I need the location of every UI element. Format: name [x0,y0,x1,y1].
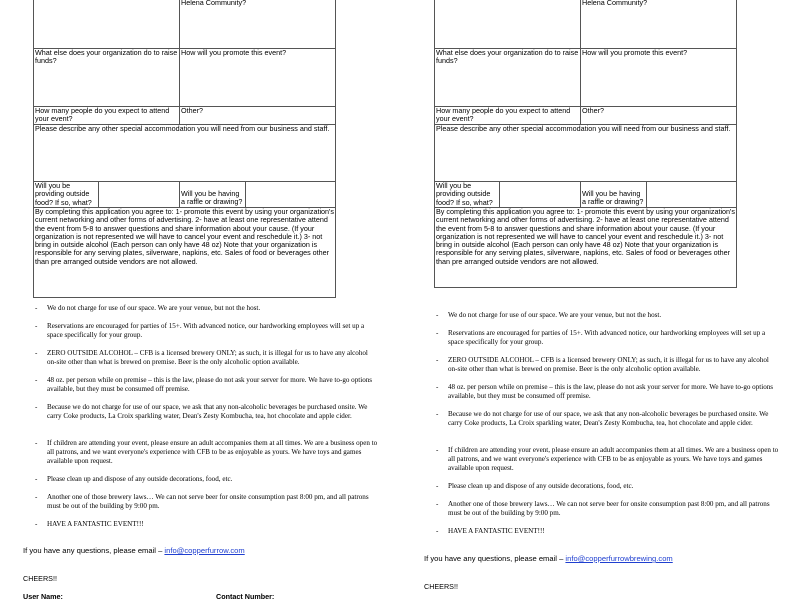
outside-food-answer-cell[interactable] [98,181,179,207]
guideline-item [436,356,779,374]
people-count-cell[interactable] [34,106,179,124]
bullet-dash: - [436,527,439,535]
contact-line-right [424,554,673,563]
other-funds-label: What else does your organization do to raise funds? [436,48,579,66]
guideline-item [35,376,378,394]
bullet-dash: - [436,329,439,337]
guideline-text: Reservations are encouraged for parties of 15+. With advanced notice, our hardworking employees will set up a space specifically for your group. [448,329,766,347]
raffle-answer-cell[interactable] [646,181,737,207]
bullet-dash: - [35,304,38,312]
people-count-label: How many people do you expect to attend your event? [35,106,170,124]
other-funds-cell[interactable] [435,48,580,106]
agreement-text: By completing this application you agree to: 1- promote this event by using your organization's current networking and other forms of advertising. 2- have at least one representative attend the event from 5-8 to answer questions and share information about your cause. (If your organization is not represented we will have to cancel your event and reschedule it.) 3- not bring in outside alcohol (Each person can only have 48 oz) Note that your organization is responsible for any serving plates, silverware, napkins, etc. Sales of food or beverages other than pre arranged outside vendors are not allowed. [35,207,335,266]
promote-label: How will you promote this event? [582,48,688,57]
guideline-item [436,500,779,518]
user-name-label: User Name: [23,592,63,601]
accommodation-label: Please describe any other special accommodation you will need from our business and staff. [35,124,330,133]
bullet-dash: - [436,383,439,391]
guideline-text: If children are attending your event, please ensure an adult accompanies them at all times. We are a business open to all patrons, and we want everyone's experience with CFB to be as enjoyable as yours. We have toys and games available upon request. [448,446,779,473]
accommodation-cell[interactable] [34,124,336,181]
raffle-cell[interactable] [580,181,646,207]
community-question-label: Helena Community? [181,0,247,7]
community-answer-cell[interactable] [435,0,580,48]
contact-line-left [23,546,245,555]
community-question-label: Helena Community? [582,0,648,7]
accommodation-cell[interactable] [435,124,737,181]
other-funds-cell[interactable] [34,48,179,106]
guideline-text: Please clean up and dispose of any outside decorations, food, etc. [47,475,233,483]
outside-food-cell[interactable] [435,181,499,207]
guideline-text: Another one of those brewery laws… We can not serve beer for onsite consumption past 8:00 pm, and all patrons must be out of the building by 9:00 pm. [47,493,369,511]
other-label: Other? [181,106,203,115]
cheers-left: CHEERS!! [23,574,57,583]
community-answer-cell[interactable] [34,0,179,48]
promote-label: How will you promote this event? [181,48,287,57]
promote-cell[interactable] [179,48,336,106]
people-count-label: How many people do you expect to attend your event? [436,106,571,124]
guideline-text: Because we do not charge for use of our space, we ask that any non-alcoholic beverages be purchased onsite. We carry Coke products, La Croix sparkling water, Dean's Zesty Kombucha, tea, hot chocolate and apple cider. [448,410,769,428]
bullet-dash: - [436,446,439,454]
agreement-cell [34,207,336,299]
guideline-item [436,383,779,401]
raffle-label: Will you be having a raffle or drawing? [582,189,644,207]
outside-food-label: Will you be providing outside food? If so, what? [436,181,493,207]
guideline-text: Another one of those brewery laws… We can not serve beer for onsite consumption past 8:00 pm, and all patrons must be out of the building by 9:00 pm. [448,500,770,518]
guideline-item [35,349,378,367]
guideline-text: HAVE A FANTASTIC EVENT!!! [47,520,144,528]
contact-prefix: If you have any questions, please email – [424,554,566,563]
guideline-text: ZERO OUTSIDE ALCOHOL – CFB is a licensed brewery ONLY; as such, it is illegal for us to have any alcohol on-site other than what is brewed on premise. Beer is the only alcoholic option available. [47,349,368,367]
event-application-form-left [33,0,336,298]
community-question-cell[interactable] [179,0,336,48]
guideline-item [35,439,378,466]
guideline-item [436,446,779,473]
other-label: Other? [582,106,604,115]
guideline-item [35,322,378,340]
contact-email-link[interactable]: info@copperfurrow.com [164,546,245,555]
accommodation-label: Please describe any other special accommodation you will need from our business and staff. [436,124,731,133]
bullet-dash: - [35,439,38,447]
raffle-answer-cell[interactable] [245,181,336,207]
raffle-label: Will you be having a raffle or drawing? [181,189,243,207]
bullet-dash: - [436,482,439,490]
contact-email-link[interactable]: info@copperfurrowbrewing.com [565,554,673,563]
bullet-dash: - [35,322,38,330]
bullet-dash: - [35,403,38,411]
bullet-dash: - [436,500,439,508]
bullet-dash: - [436,311,439,319]
guideline-item [436,410,779,428]
bullet-dash: - [35,349,38,357]
guideline-item [35,520,378,529]
guideline-item [436,329,779,347]
outside-food-cell[interactable] [34,181,98,207]
bullet-dash: - [436,356,439,364]
guideline-item [35,493,378,511]
contact-prefix: If you have any questions, please email – [23,546,165,555]
other-cell[interactable] [580,106,737,124]
agreement-text: By completing this application you agree to: 1- promote this event by using your organization's current networking and other forms of advertising. 2- have at least one representative attend the event from 5-8 to answer questions and share information about your cause. (If your organization is not represented we will have to cancel your event and reschedule it.) 3- not bring in outside alcohol (Each person can only have 48 oz) Note that your organization is responsible for any serving plates, silverware, napkins, etc. Sales of food or beverages other than pre arranged outside vendors are not allowed. [436,207,736,266]
guideline-item [35,475,378,484]
guideline-item [436,311,779,320]
guideline-text: If children are attending your event, please ensure an adult accompanies them at all times. We are a business open to all patrons, and we want everyone's experience with CFB to be as enjoyable as yours. We have toys and games available upon request. [47,439,378,466]
bullet-dash: - [35,493,38,501]
guideline-text: Please clean up and dispose of any outside decorations, food, etc. [448,482,634,490]
guideline-item [436,482,779,491]
guideline-item [35,304,378,313]
bullet-dash: - [35,520,38,528]
other-funds-label: What else does your organization do to raise funds? [35,48,178,66]
event-application-form-right [434,0,737,288]
promote-cell[interactable] [580,48,737,106]
guideline-text: We do not charge for use of our space. We are your venue, but not the host. [47,304,261,312]
bullet-dash: - [35,376,38,384]
guideline-text: 48 oz. per person while on premise – this is the law, please do not ask your server for more. We have to-go options available, but they must be consumed off premise. [448,383,774,401]
people-count-cell[interactable] [435,106,580,124]
guideline-text: We do not charge for use of our space. We are your venue, but not the host. [448,311,662,319]
guideline-text: Because we do not charge for use of our space, we ask that any non-alcoholic beverages be purchased onsite. We carry Coke products, La Croix sparkling water, Dean's Zesty Kombucha, tea, hot chocolate and apple cider. [47,403,368,421]
guideline-text: HAVE A FANTASTIC EVENT!!! [448,527,545,535]
guideline-text: Reservations are encouraged for parties of 15+. With advanced notice, our hardworking employees will set up a space specifically for your group. [47,322,365,340]
contact-number-label: Contact Number: [216,592,275,601]
guideline-item [35,403,378,421]
raffle-cell[interactable] [179,181,245,207]
community-question-cell[interactable] [580,0,737,48]
other-cell[interactable] [179,106,336,124]
agreement-cell [435,207,737,289]
bullet-dash: - [436,410,439,418]
guideline-text: ZERO OUTSIDE ALCOHOL – CFB is a licensed brewery ONLY; as such, it is illegal for us to have any alcohol on-site other than what is brewed on premise. Beer is the only alcoholic option available. [448,356,769,374]
outside-food-label: Will you be providing outside food? If so, what? [35,181,92,207]
guideline-text: 48 oz. per person while on premise – this is the law, please do not ask your server for more. We have to-go options available, but they must be consumed off premise. [47,376,373,394]
bullet-dash: - [35,475,38,483]
cheers-right: CHEERS!! [424,582,458,591]
outside-food-answer-cell[interactable] [499,181,580,207]
guideline-item [436,527,779,536]
